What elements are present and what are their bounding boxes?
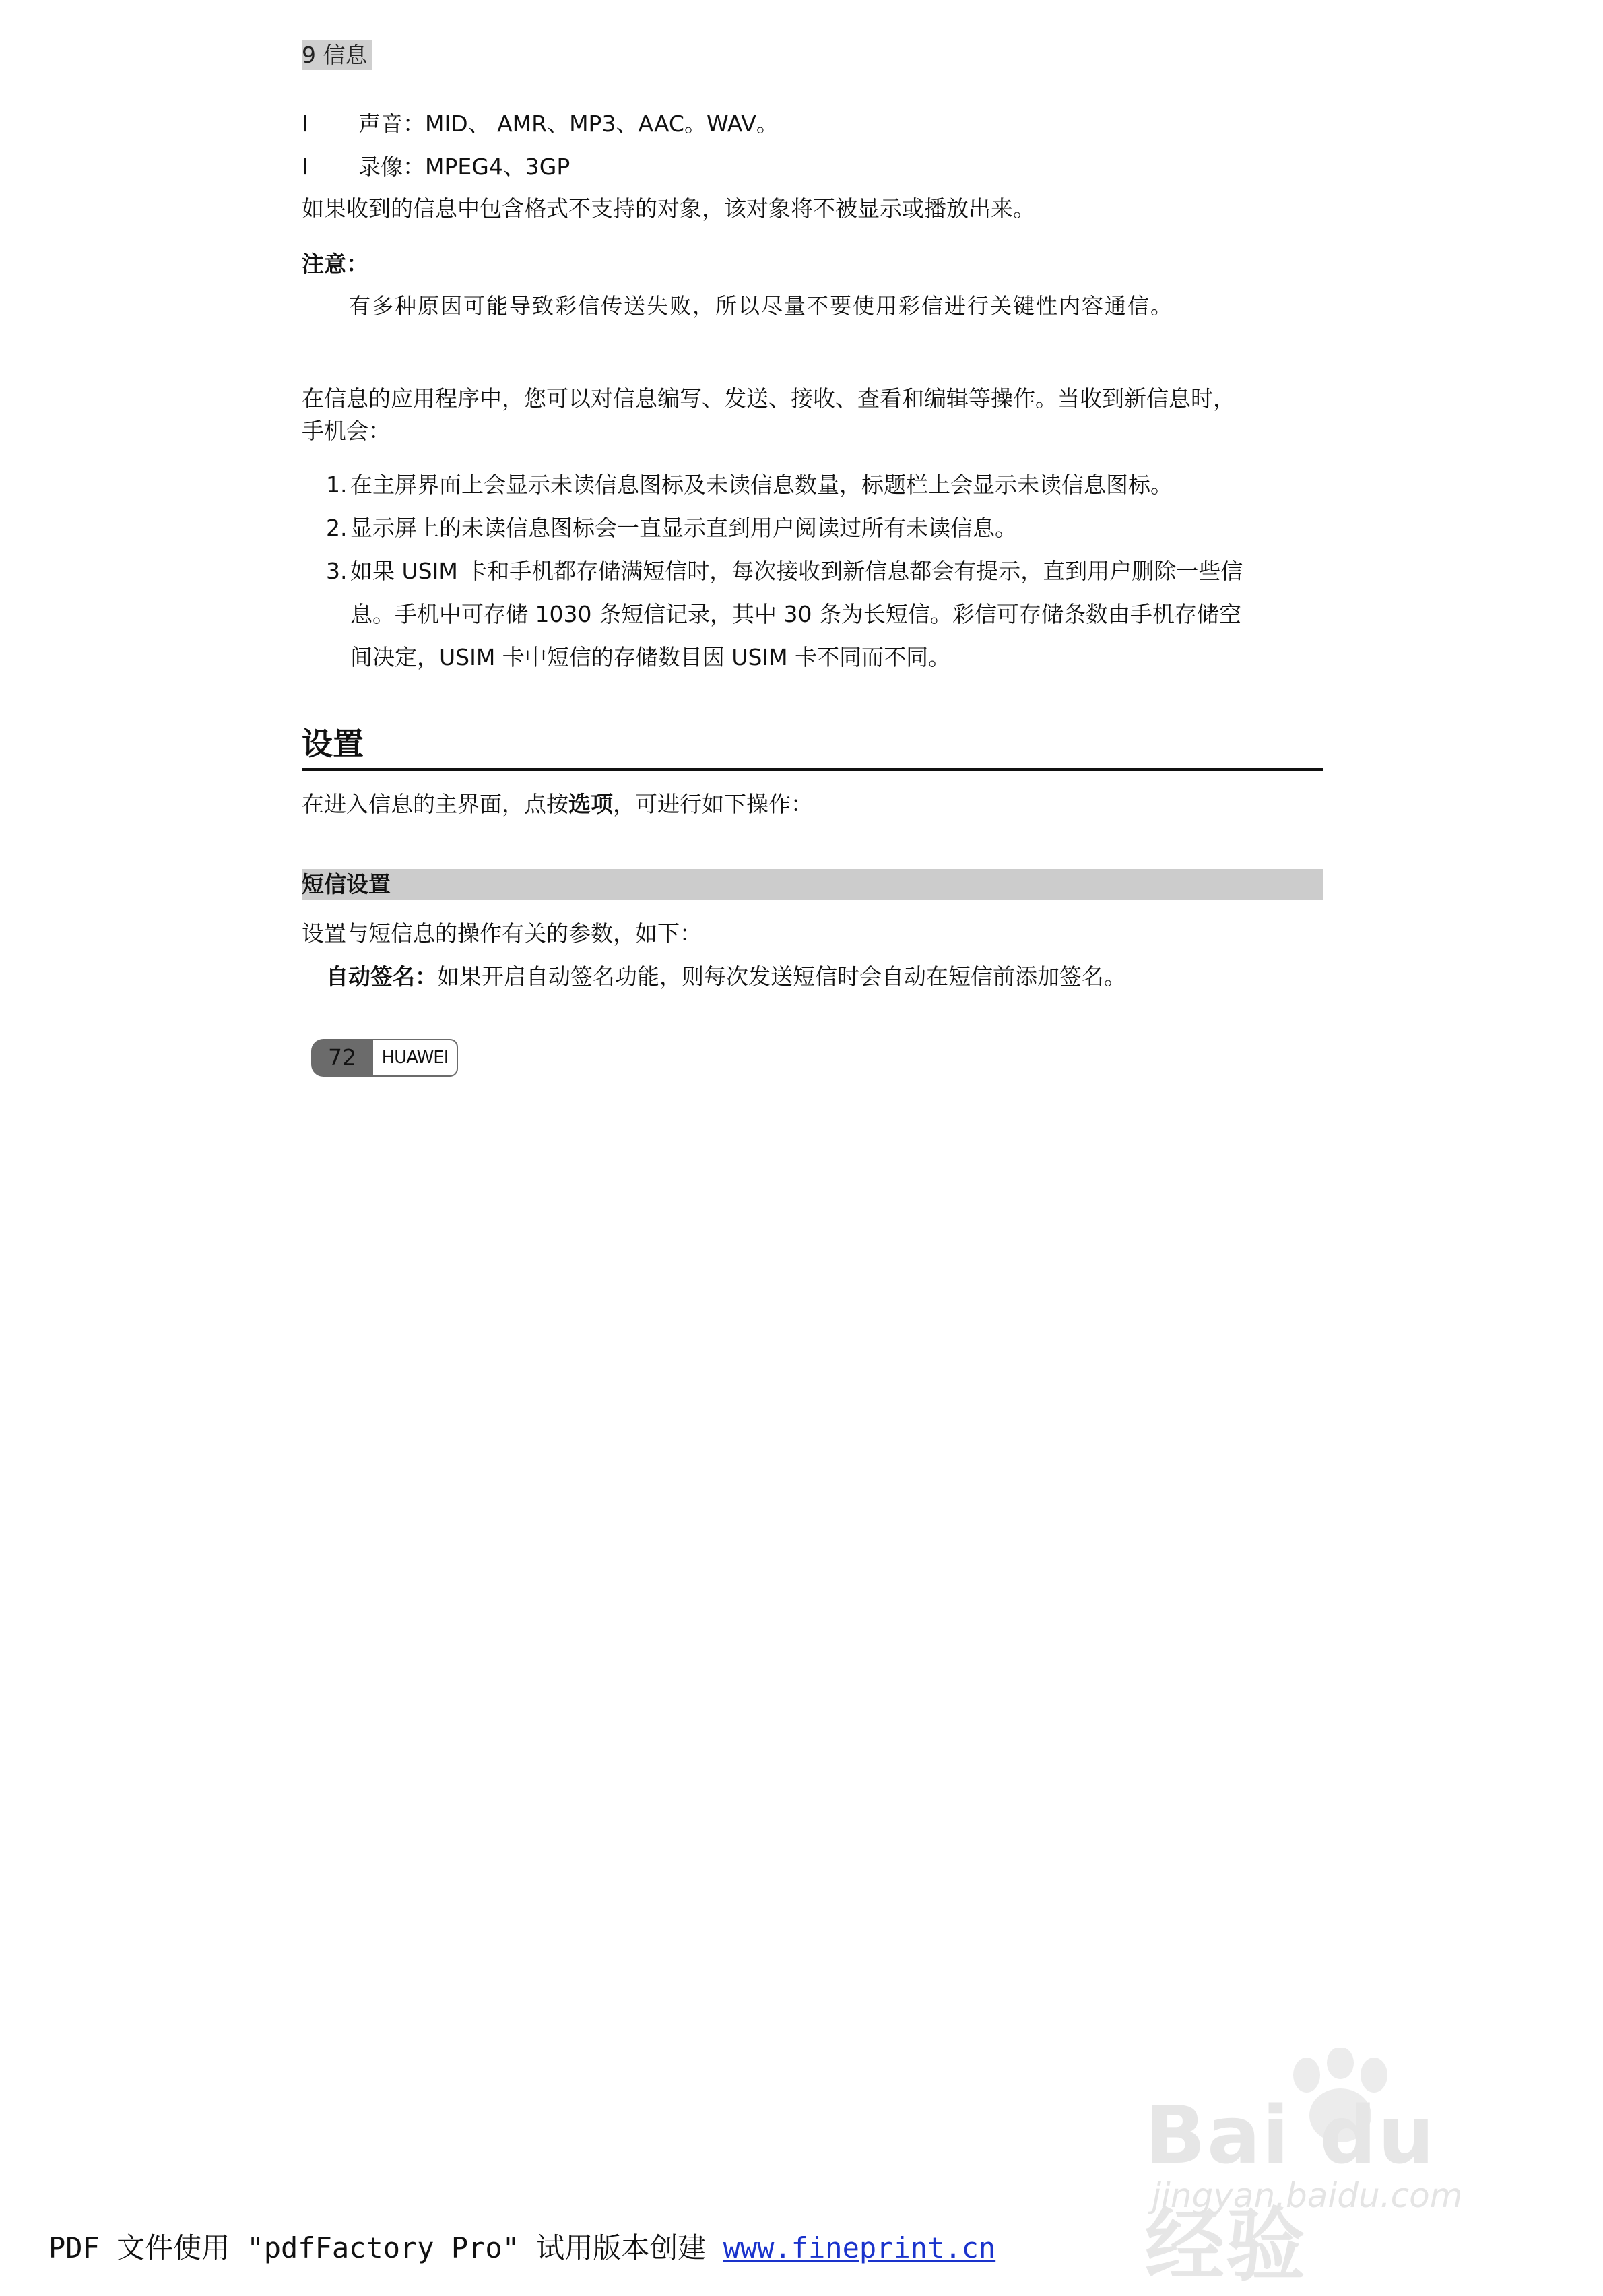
auto-signature-label: 自动签名： [326, 963, 437, 990]
unsupported-format-text: 如果收到的信息中包含格式不支持的对象，该对象将不被显示或播放出来。 [302, 195, 1035, 222]
list-item-number: 2. [326, 515, 348, 541]
section-divider [302, 768, 1323, 771]
list-item-text: 如果 USIM 卡和手机都存储满短信时，每次接收到新信息都会有提示，直到用户删除一些信 [350, 558, 1243, 584]
subsection-bar [302, 869, 1323, 900]
settings-intro [302, 791, 813, 818]
note-body: 有多种原因可能导致彩信传送失败，所以尽量不要使用彩信进行关键性内容通信。 [349, 293, 1174, 319]
list-item-text: 息。手机中可存储 1030 条短信记录，其中 30 条为长短信。彩信可存储条数由手机存储空 [350, 601, 1241, 627]
pdf-creator-notice [48, 2231, 995, 2265]
subsection-heading: 短信设置 [302, 871, 391, 897]
section-heading: 设置 [302, 726, 364, 762]
auto-signature-item [326, 963, 1126, 990]
chapter-header: 9 信息 [302, 40, 372, 70]
format-audio: 声音：MID、 AMR、MP3、AAC。WAV。 [358, 110, 779, 137]
page-number: 72 [311, 1039, 373, 1077]
settings-intro-text: ，可进行如下操作： [613, 791, 813, 817]
format-bullet-marker: l [302, 154, 308, 180]
watermark-url: jingyan.baidu.com [1152, 2176, 1463, 2215]
list-item-number: 1. [326, 472, 348, 498]
sms-settings-intro: 设置与短信息的操作有关的参数，如下： [302, 920, 702, 947]
note-title: 注意： [302, 251, 368, 277]
list-item-text: 间决定，USIM 卡中短信的存储数目因 USIM 卡不同而不同。 [350, 644, 951, 670]
intro-line-2: 手机会： [302, 418, 391, 444]
format-video: 录像：MPEG4、3GP [358, 154, 570, 180]
list-item-text: 在主屏界面上会显示未读信息图标及未读信息数量，标题栏上会显示未读信息图标。 [350, 472, 1173, 498]
pdf-notice-text: PDF 文件使用 "pdfFactory Pro" 试用版本创建 [48, 2231, 723, 2264]
watermark-brand: Bai du 经验 [1145, 2088, 1436, 2292]
auto-signature-text: 如果开启自动签名功能，则每次发送短信时会自动在短信前添加签名。 [437, 963, 1126, 990]
page-footer-badge [311, 1039, 459, 1077]
settings-intro-text: 在进入信息的主界面，点按 [302, 791, 568, 817]
fineprint-link[interactable]: www.fineprint.cn [723, 2231, 996, 2264]
list-item-text: 显示屏上的未读信息图标会一直显示直到用户阅读过所有未读信息。 [350, 515, 1017, 541]
format-bullet-marker: l [302, 110, 308, 137]
options-keyword: 选项 [568, 791, 613, 817]
intro-line-1: 在信息的应用程序中，您可以对信息编写、发送、接收、查看和编辑等操作。当收到新信息时， [302, 385, 1235, 412]
baidu-watermark [1145, 2048, 1522, 2292]
brand-logo: HUAWEI [373, 1039, 458, 1077]
list-item-number: 3. [326, 558, 348, 584]
